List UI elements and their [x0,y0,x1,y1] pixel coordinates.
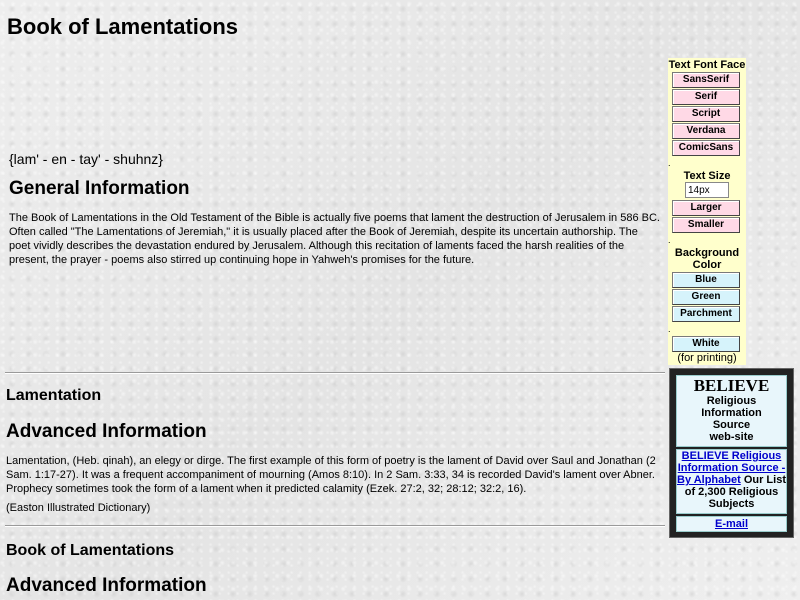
believe-subtitle: Information [701,407,762,419]
believe-subtitle: Source [712,419,751,431]
believe-subtitle: Religious [706,395,757,407]
advanced-information-heading: Advanced Information [6,575,207,596]
font-serif-button[interactable]: Serif [672,89,740,105]
general-information-text: The Book of Lamentations in the Old Testament of the Bible is actually five poems that lament the destruction of Jerusalem in 586 BC. Often called "The Lamentations of Jeremiah," it is usually placed after the Book of Jeremiah, despite its uncertain authorship. The poet vividly describes the devastation endured by Jerusalem. Although this recitation of laments faced the harsh realities of the present, the prayer - poems also stirred up continuing hope in Yahweh's promises for the future. [9,212,660,266]
text-size-heading: Text Size [683,170,731,182]
separator-dot: . [668,235,671,245]
lamentation-title: Lamentation [6,387,102,404]
believe-email-block [676,516,787,532]
page-title: Book of Lamentations [7,14,239,39]
text-size-input[interactable] [685,182,729,198]
background-color-heading-1: Background [674,247,740,259]
believe-index-block [676,449,787,514]
font-verdana-button[interactable]: Verdana [672,123,740,139]
separator-dot: . [668,158,671,168]
bg-blue-button[interactable]: Blue [672,272,740,288]
bg-parchment-button[interactable]: Parchment [672,306,740,322]
pronunciation: {lam' - en - tay' - shuhnz} [9,151,163,167]
font-face-heading: Text Font Face [668,59,746,71]
font-script-button[interactable]: Script [672,106,740,122]
font-sansserif-button[interactable]: SansSerif [672,72,740,88]
printing-note: (for printing) [677,352,737,364]
bg-green-button[interactable]: Green [672,289,740,305]
separator-dot: . [668,324,671,334]
display-options-panel [668,58,746,365]
believe-logo: BELIEVE [693,376,770,395]
bg-white-button[interactable]: White [672,336,740,352]
font-comicsans-button[interactable]: ComicSans [672,140,740,156]
believe-list-text: Our List of 2,300 Religious Subjects [684,474,786,510]
believe-alphabet-link[interactable]: BELIEVE Religious Information Source - By Alphabet [677,450,786,486]
smaller-button[interactable]: Smaller [672,217,740,233]
larger-button[interactable]: Larger [672,200,740,216]
believe-box [669,368,794,538]
advanced-information-heading: Advanced Information [6,421,207,442]
divider [5,372,665,374]
believe-header [676,375,787,447]
divider [5,525,665,527]
lamentation-text: Lamentation, (Heb. qinah), an elegy or dirge. The first example of this form of poetry is the lament of David over Saul and Jonathan (2 Sam. 1:17-27). It was a frequent accompaniment of mourning (Amos 8:10). In 2 Sam. 3:33, 34 is recorded David's lament over Abner. Prophecy sometimes took the form of a lament when it predicted calamity (Ezek. 27:2, 32; 28:12; 32:2, 16). [6,455,656,495]
background-color-heading-2: Color [692,259,722,271]
email-link[interactable]: E-mail [714,518,748,530]
general-information-heading: General Information [9,178,190,199]
source-citation: (Easton Illustrated Dictionary) [6,502,151,514]
book-of-lamentations-title: Book of Lamentations [6,542,175,559]
believe-subtitle: web-site [709,431,754,443]
